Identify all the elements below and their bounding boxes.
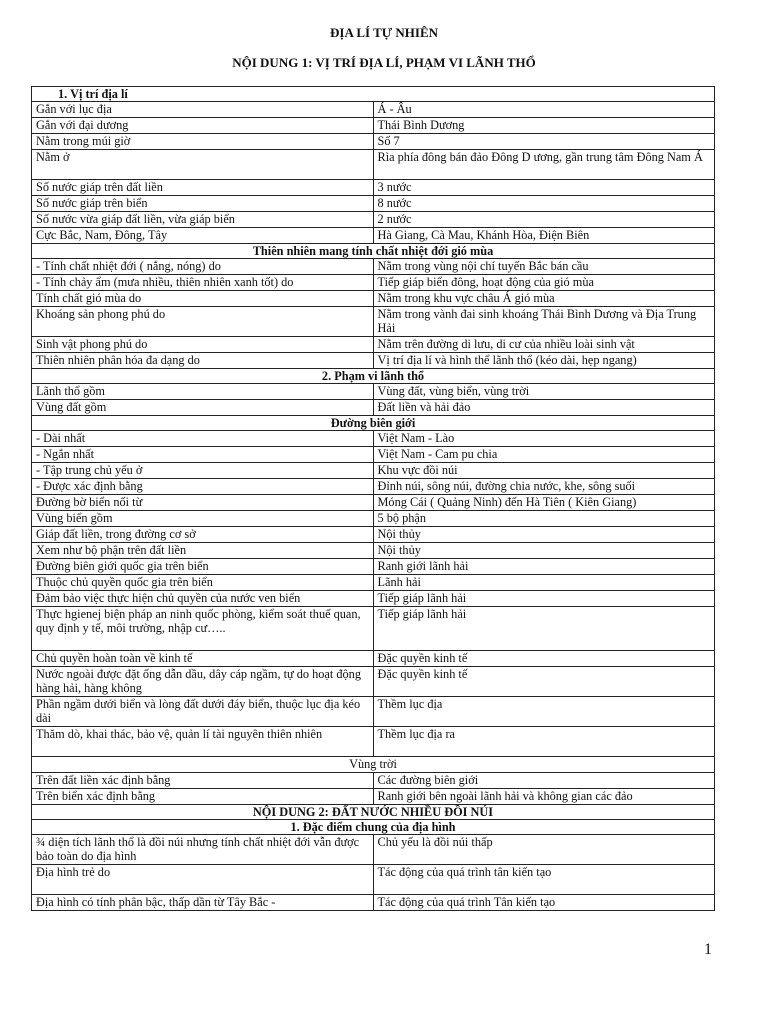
table-row — [32, 400, 715, 416]
table-row — [32, 667, 715, 697]
document-title: ĐỊA LÍ TỰ NHIÊN — [330, 25, 438, 40]
row-label-cell: Nằm trong múi giờ — [32, 134, 374, 150]
row-value-cell: Móng Cái ( Quảng Ninh) đến Hà Tiên ( Kiên Giang) — [373, 495, 715, 511]
table-row — [32, 527, 715, 543]
row-value-cell: Tiếp giáp lãnh hải — [373, 607, 715, 651]
row-label-cell: Phần ngầm dưới biển và lòng đất dưới đáy biển, thuộc lục địa kéo dài — [32, 697, 374, 727]
row-label-cell: Thiên nhiên phân hóa đa dạng do — [32, 353, 374, 369]
row-value-cell: Vùng đất, vùng biển, vùng trời — [373, 384, 715, 400]
table-row — [32, 607, 715, 651]
table-row — [32, 543, 715, 559]
row-label-cell: Số nước giáp trên biển — [32, 196, 374, 212]
row-value-cell: Thềm lục địa — [373, 697, 715, 727]
table-row — [32, 353, 715, 369]
table-row — [32, 559, 715, 575]
row-label-cell: - Dài nhất — [32, 431, 374, 447]
row-value-cell: 3 nước — [373, 180, 715, 196]
row-value-cell: Lãnh hải — [373, 575, 715, 591]
row-label-cell: Khoáng sản phong phú do — [32, 307, 374, 337]
section-header-cell: 1. Vị trí địa lí — [32, 87, 715, 102]
row-value-cell: Thềm lục địa ra — [373, 727, 715, 757]
table-row — [32, 805, 715, 820]
section-header-cell: Đường biên giới — [32, 416, 715, 431]
row-value-cell: 8 nước — [373, 196, 715, 212]
table-row — [32, 212, 715, 228]
table-row — [32, 244, 715, 259]
row-label-cell: Vùng biển gồm — [32, 511, 374, 527]
row-label-cell: Nước ngoài được đặt ống dẫn dầu, dây cáp ngầm, tự do hoạt động hàng hải, hàng không — [32, 667, 374, 697]
section-header-cell: 1. Đặc điểm chung của địa hình — [32, 820, 715, 835]
table-row — [32, 479, 715, 495]
row-value-cell: Nằm trên đường di lưu, di cư của nhiều loài sinh vật — [373, 337, 715, 353]
row-label-cell: Địa hình trẻ do — [32, 865, 374, 895]
row-value-cell: Tác động của quá trình Tân kiến tạo — [373, 895, 715, 911]
table-row — [32, 307, 715, 337]
section-header-cell: 2. Phạm vi lãnh thổ — [32, 369, 715, 384]
content-table — [31, 86, 715, 911]
row-label-cell: Thăm dò, khai thác, bảo vệ, quản lí tài nguyên thiên nhiên — [32, 727, 374, 757]
row-label-cell: Trên biển xác định bằng — [32, 789, 374, 805]
row-label-cell: Trên đất liền xác định bằng — [32, 773, 374, 789]
section-header-cell: Thiên nhiên mang tính chất nhiệt đới gió mùa — [32, 244, 715, 259]
section-heading: NỘI DUNG 1: VỊ TRÍ ĐỊA LÍ, PHẠM VI LÃNH THỔ — [232, 55, 536, 70]
table-row — [32, 384, 715, 400]
table-row — [32, 431, 715, 447]
row-value-cell: Ranh giới bên ngoài lãnh hải và không gian các đảo — [373, 789, 715, 805]
table-row — [32, 591, 715, 607]
row-value-cell: Nằm trong vùng nội chí tuyến Bắc bán cầu — [373, 259, 715, 275]
row-value-cell: Đặc quyền kinh tế — [373, 667, 715, 697]
table-row — [32, 447, 715, 463]
row-label-cell: Địa hình có tính phân bậc, thấp dần từ Tây Bắc - — [32, 895, 374, 911]
row-label-cell: Thuộc chủ quyền quốc gia trên biển — [32, 575, 374, 591]
row-label-cell: Tính chất gió mùa do — [32, 291, 374, 307]
table-row — [32, 575, 715, 591]
content-table-body — [32, 87, 715, 911]
row-value-cell: Tác động của quá trình tân kiến tạo — [373, 865, 715, 895]
row-label-cell: Lãnh thổ gồm — [32, 384, 374, 400]
row-label-cell: ¾ diện tích lãnh thổ là đồi núi nhưng tính chất nhiệt đới vẫn được bảo toàn do địa hình — [32, 835, 374, 865]
row-label-cell: - Tính chất nhiệt đới ( nắng, nóng) do — [32, 259, 374, 275]
table-row — [32, 835, 715, 865]
table-row — [32, 134, 715, 150]
table-row — [32, 369, 715, 384]
row-value-cell: Tiếp giáp lãnh hải — [373, 591, 715, 607]
row-label-cell: - Tập trung chủ yếu ở — [32, 463, 374, 479]
row-value-cell: Thái Bình Dương — [373, 118, 715, 134]
row-value-cell: Việt Nam - Lào — [373, 431, 715, 447]
table-row — [32, 291, 715, 307]
row-value-cell: Ranh giới lãnh hải — [373, 559, 715, 575]
table-row — [32, 87, 715, 102]
row-label-cell: Đảm bảo việc thực hiện chủ quyền của nước ven biển — [32, 591, 374, 607]
row-label-cell: Số nước vừa giáp đất liền, vừa giáp biển — [32, 212, 374, 228]
row-value-cell: Tiếp giáp biển đông, hoạt động của gió mùa — [373, 275, 715, 291]
row-value-cell: Số 7 — [373, 134, 715, 150]
table-row — [32, 495, 715, 511]
row-label-cell: Nằm ở — [32, 150, 374, 180]
row-label-cell: Số nước giáp trên đất liền — [32, 180, 374, 196]
row-value-cell: 5 bộ phận — [373, 511, 715, 527]
row-label-cell: Chủ quyền hoàn toàn về kinh tế — [32, 651, 374, 667]
row-value-cell: Nội thủy — [373, 527, 715, 543]
section-header-cell: Vùng trời — [32, 757, 715, 773]
row-label-cell: Thực hgienej biện pháp an ninh quốc phòng, kiểm soát thuế quan, quy định y tế, môi trường, nhập cư….. — [32, 607, 374, 651]
row-value-cell: Nằm trong khu vực châu Á gió mùa — [373, 291, 715, 307]
table-row — [32, 865, 715, 895]
table-row — [32, 259, 715, 275]
row-label-cell: Cực Bắc, Nam, Đông, Tây — [32, 228, 374, 244]
table-row — [32, 463, 715, 479]
table-row — [32, 757, 715, 773]
table-row — [32, 228, 715, 244]
table-row — [32, 697, 715, 727]
table-row — [32, 895, 715, 911]
table-row — [32, 820, 715, 835]
table-row — [32, 102, 715, 118]
row-label-cell: Vùng đất gồm — [32, 400, 374, 416]
row-label-cell: Giáp đất liền, trong đường cơ sở — [32, 527, 374, 543]
section-header-cell: NỘI DUNG 2: ĐẤT NƯỚC NHIỀU ĐỒI NÚI — [32, 805, 715, 820]
row-value-cell: 2 nước — [373, 212, 715, 228]
row-label-cell: - Ngắn nhất — [32, 447, 374, 463]
table-row — [32, 118, 715, 134]
row-value-cell: Các đường biên giới — [373, 773, 715, 789]
row-value-cell: Việt Nam - Cam pu chia — [373, 447, 715, 463]
table-row — [32, 150, 715, 180]
row-value-cell: Hà Giang, Cà Mau, Khánh Hòa, Điện Biên — [373, 228, 715, 244]
row-label-cell: Sinh vật phong phú do — [32, 337, 374, 353]
row-label-cell: - Tính chảy ẩm (mưa nhiều, thiên nhiên xanh tốt) do — [32, 275, 374, 291]
table-row — [32, 337, 715, 353]
row-label-cell: Xem như bộ phận trên đất liền — [32, 543, 374, 559]
table-row — [32, 789, 715, 805]
table-row — [32, 180, 715, 196]
row-value-cell: Rìa phía đông bán đảo Đông D ương, gần trung tâm Đông Nam Á — [373, 150, 715, 180]
table-row — [32, 773, 715, 789]
row-value-cell: Đỉnh núi, sông núi, đường chia nước, khe, sông suối — [373, 479, 715, 495]
table-row — [32, 275, 715, 291]
row-value-cell: Chủ yếu là đồi núi thấp — [373, 835, 715, 865]
row-value-cell: Vị trí địa lí và hình thể lãnh thổ (kéo dài, hẹp ngang) — [373, 353, 715, 369]
row-label-cell: Gắn với đại dương — [32, 118, 374, 134]
table-row — [32, 651, 715, 667]
row-value-cell: Đặc quyền kinh tế — [373, 651, 715, 667]
table-row — [32, 727, 715, 757]
table-row — [32, 511, 715, 527]
row-value-cell: Á - Âu — [373, 102, 715, 118]
page-number: 1 — [704, 941, 712, 958]
row-value-cell: Khu vực đồi núi — [373, 463, 715, 479]
row-label-cell: - Được xác định bằng — [32, 479, 374, 495]
row-value-cell: Đất liền và hải đảo — [373, 400, 715, 416]
table-row — [32, 196, 715, 212]
row-label-cell: Gắn với lục địa — [32, 102, 374, 118]
row-value-cell: Nằm trong vành đai sinh khoáng Thái Bình Dương và Địa Trung Hải — [373, 307, 715, 337]
row-value-cell: Nội thủy — [373, 543, 715, 559]
row-label-cell: Đường biên giới quốc gia trên biển — [32, 559, 374, 575]
table-row — [32, 416, 715, 431]
row-label-cell: Đường bờ biển nối từ — [32, 495, 374, 511]
